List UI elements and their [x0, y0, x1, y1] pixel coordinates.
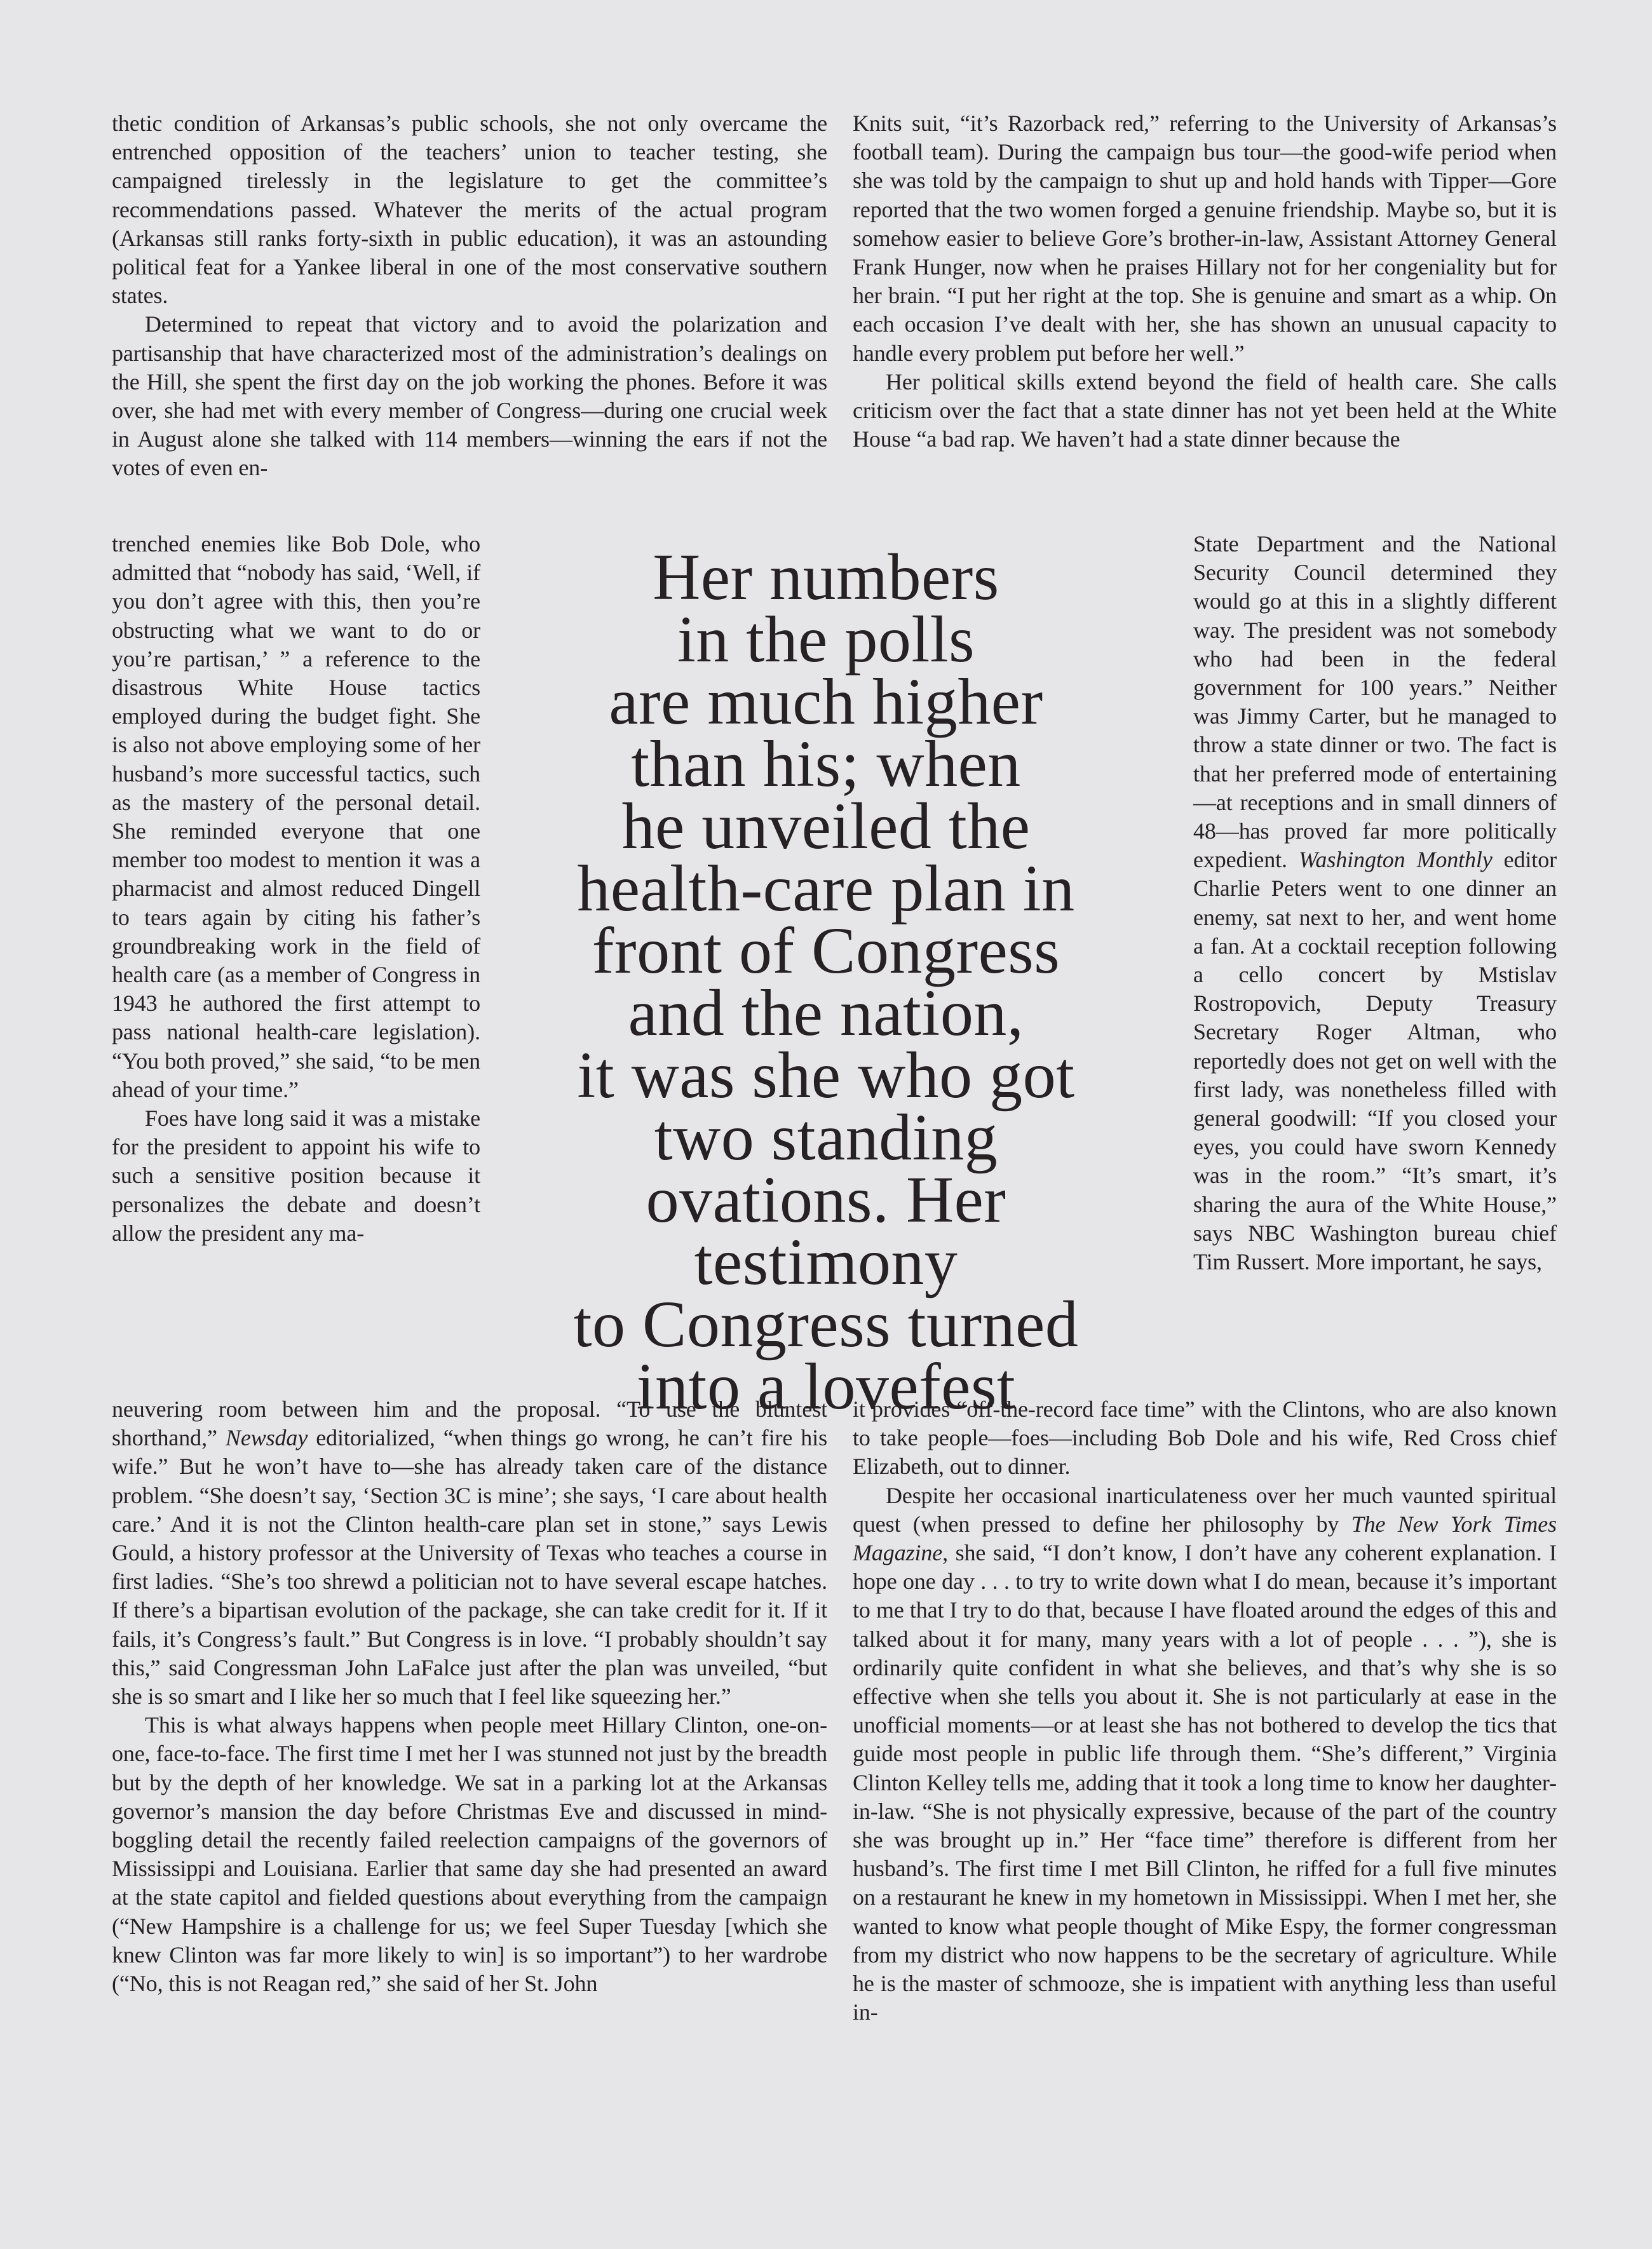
left-column-narrow [112, 530, 480, 1248]
paragraph: Her political skills extend beyond the field of health care. She calls criticism over the fact that a state dinner has not yet been held at the White House “a bad rap. We haven’t had a state dinner because the [853, 368, 1557, 452]
paragraph [112, 1711, 827, 1998]
right-column-bottom [853, 1395, 1557, 2027]
pull-quote-line: he unveiled the [621, 790, 1031, 863]
paragraph: Foes have long said it was a mistake for the president to appoint his wife to such a sensitive position because it personalizes the debate and doesn’t allow the president any ma- [112, 1105, 480, 1246]
text-run: neuvering room between him and the proposal. “To use the bluntest shorthand,” [112, 1396, 827, 1451]
pull-quote-line: testimony [694, 1226, 958, 1299]
pull-quote-line: ovations. Her [646, 1163, 1006, 1236]
text-run: editorialized, “when things go wrong, he can’t fire his wife.” But he won’t have to—she has already taken care of the distance problem. “She doesn’t say, ‘Section 3C is mine’; she says, ‘I care about health care.’ And it is not the Clinton health-care plan set in stone,” says Lewis Gould, a history professor at the University of Texas who teaches a course in first ladies. “She’s too shrewd a politician not to have several escape hatches. If there’s a bipartisan evolution of the package, she can take credit for it. If it fails, it’s Congress’s fault.” But Congress is in love. “I probably shouldn’t say this,” said Congressman John LaFalce just after the plan was unveiled, “but she is so smart and I like her so much that I feel like squeezing her.” [112, 1425, 827, 1710]
right-column-top [853, 109, 1557, 454]
pull-quote-line: health-care plan in [577, 852, 1075, 925]
paragraph [853, 1482, 1557, 2027]
italic-title: Washington Monthly [1298, 847, 1493, 873]
text-run: she said, “I don’t know, I don’t have any coherent explanation. I hope one day . . . to try to write down what I do mean, because it’s important to me that I try to do that, because I have floated around the edges of this and talked about it for many, many years with a lot of people . . . ”), she is ordinarily quite confident in what she believes, and that’s why she is so effective when she tells you about it. She is not particularly at ease in the unofficial moments—or at least she has not bothered to develop the tics that guide most people in public life through them. “She’s different,” Virginia Clinton Kelley tells me, adding that it took a long time to know her daughter-in-law. “She is not physically expressive, because of the part of the country she was brought up in.” Her “face time” therefore is different from her husband’s. The first time I met Bill Clinton, he riffed for a full five minutes on a restaurant he knew in my hometown in Mississippi. When I met her, she wanted to know what people thought of Mike Espy, the former congressman from my district who now happens to be the secretary of agriculture. While he is the master of schmooze, she is impatient with anything less than useful in- [853, 1540, 1557, 2025]
text-run: it provides “off-the-record face time” with the Clintons, who are also known to take people—foes—including Bob Dole and his wife, Red Cross chief Elizabeth, out to dinner. [853, 1396, 1557, 1480]
pull-quote-line: into a lovefest [636, 1350, 1016, 1423]
paragraph: thetic condition of Arkansas’s public schools, she not only overcame the entrenched opposition of the teachers’ union to teacher testing, she campaigned tirelessly in the legislature to get the committee’s recommendations passed. Whatever the merits of the actual program (Arkansas still ranks forty-sixth in public education), it was an astounding political feat for a Yankee liberal in one of the most conservative southern states. [112, 111, 827, 309]
pull-quote-line: are much higher [609, 665, 1043, 738]
text-run: This is what always happens when people meet Hillary Clinton, one-on-one, face-to-face. The first time I met her I was stunned not just by the breadth but by the depth of her knowledge. We sat in a parking lot at the Arkansas governor’s mansion the day before Christmas Eve and discussed in mind-boggling detail the recently failed reelection campaigns of the governors of Mississippi and Louisiana. Earlier that same day she had presented an award at the state capitol and fielded questions about everything from the campaign (“New Hampshire is a challenge for us; we feel Super Tuesday [which she knew Clinton was far more likely to win] is so important”) to her wardrobe (“No, this is not Reagan red,” she said of her St. John [112, 1712, 827, 1997]
paragraph [1193, 530, 1557, 1276]
pull-quote-line: to Congress turned [573, 1288, 1079, 1361]
text-run: State Department and the National Security Council determined they would go at this in a slightly different way. The president was not somebody who had been in the federal government for 100 years.” Neither was Jimmy Carter, but he managed to throw a state dinner or two. The fact is that her preferred mode of entertaining—at receptions and in small dinners of 48—has proved far more politically expedient. [1193, 531, 1557, 873]
text-run: Despite her occasional inarticulateness over her much vaunted spiritual quest (when pressed to define her philosophy by [853, 1482, 1557, 1537]
paragraph: trenched enemies like Bob Dole, who admitted that “nobody has said, ‘Well, if you don’t agree with this, then you’re obstructing what we want to do or you’re partisan,’ ” a reference to the disastrous White House tactics employed during the budget fight. She is also not above employing some of her husband’s more successful tactics, such as the mastery of the personal detail. She reminded everyone that one member too modest to mention it was a pharmacist and almost reduced Dingell to tears again by citing his father’s groundbreaking work in the field of health care (as a member of Congress in 1943 he authored the first attempt to pass national health-care legislation). “You both proved,” she said, “to be men ahead of your time.” [112, 531, 480, 1102]
right-column-narrow [1193, 530, 1557, 1276]
left-column-top [112, 109, 827, 483]
pull-quote-line: in the polls [677, 603, 975, 676]
pull-quote-line: than his; when [631, 727, 1021, 800]
paragraph [112, 1395, 827, 1711]
paragraph: Determined to repeat that victory and to avoid the polarization and partisanship that have characterized most of the administration’s dealings on the Hill, she spent the first day on the job working the phones. Before it was over, she had met with every member of Congress—during one crucial week in August alone she talked with 114 members—winning the ears if not the votes of even en- [112, 311, 827, 481]
paragraph: Knits suit, “it’s Razorback red,” referring to the University of Arkansas’s football team). During the campaign bus tour—the good-wife period when she was told by the campaign to shut up and hold hands with Tipper—Gore reported that the two women forged a genuine friendship. Maybe so, but it is somehow easier to believe Gore’s brother-in-law, Assistant Attorney General Frank Hunger, now when he praises Hillary not for her congeniality but for her brain. “I put her right at the top. She is genuine and smart as a whip. On each occasion I’ve dealt with her, she has shown an unusual capacity to handle every problem put before her well.” [853, 111, 1557, 366]
pull-quote [521, 541, 1131, 1423]
italic-title: Newsday [225, 1425, 308, 1451]
pull-quote-line: two standing [654, 1101, 998, 1174]
pull-quote-line: it was she who got [577, 1039, 1075, 1112]
pull-quote-line: and the nation, [628, 976, 1024, 1050]
pull-quote-line: front of Congress [592, 914, 1060, 987]
italic-title: The New York Times Magazine, [853, 1511, 1557, 1566]
text-run: editor Charlie Peters went to one dinner an enemy, sat next to her, and went home a fan. At a cocktail reception following a cello concert by Mstislav Rostropovich, Deputy Treasury Secretary Roger Altman, who reportedly does not get on well with the first lady, was nonetheless filled with general goodwill: “If you closed your eyes, you could have sworn Kennedy was in the room.” “It’s smart, it’s sharing the aura of the White House,” says NBC Washington bureau chief Tim Russert. More important, he says, [1193, 847, 1557, 1275]
pull-quote-line: Her numbers [653, 541, 999, 614]
left-column-bottom [112, 1395, 827, 1998]
